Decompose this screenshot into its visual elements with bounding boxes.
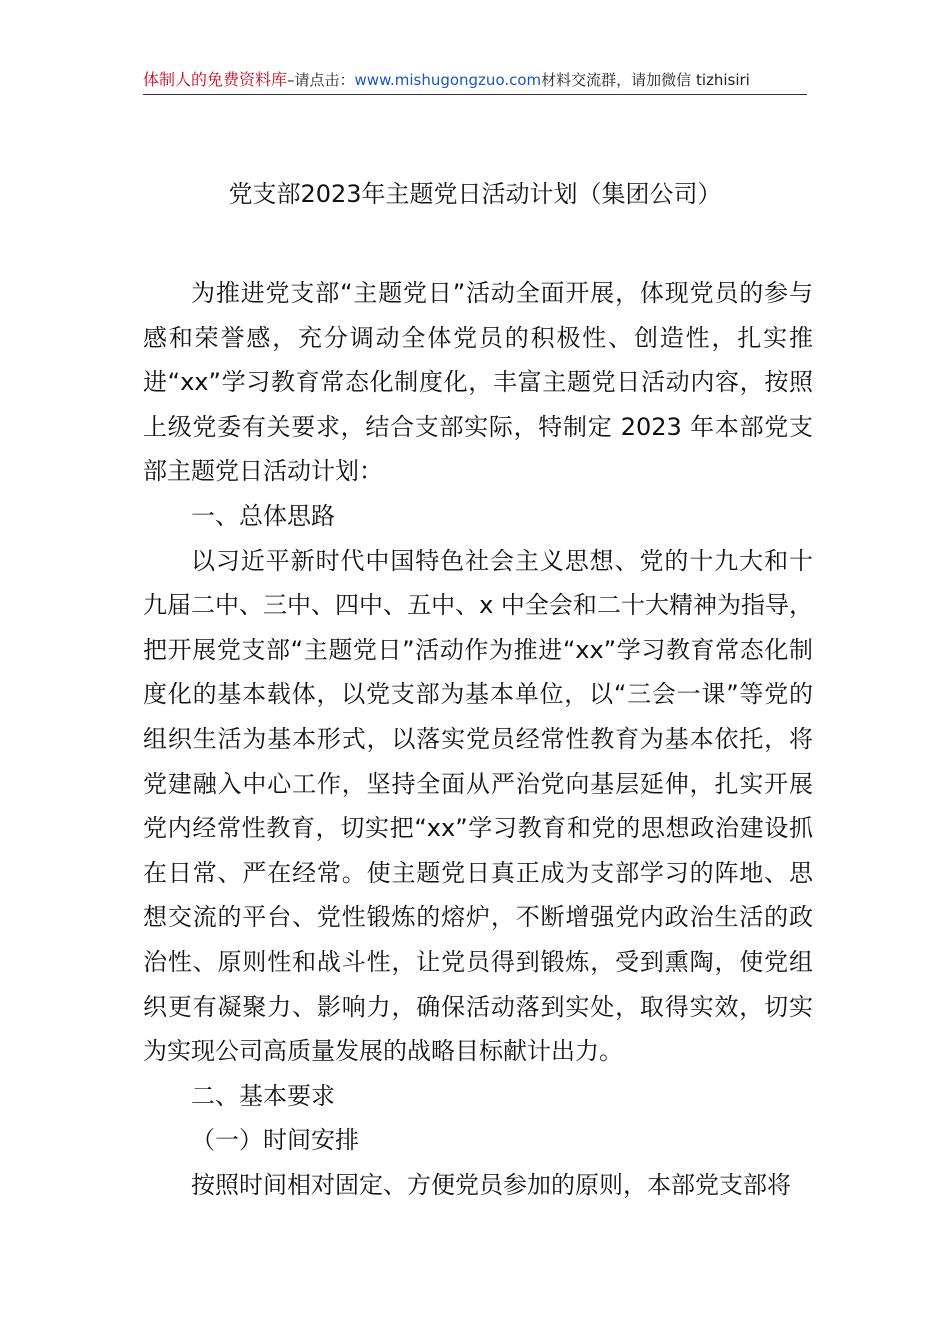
library-name: 体制人的免费资料库: [143, 70, 288, 89]
click-prompt: –请点击：: [287, 71, 355, 89]
page-header: [143, 68, 807, 95]
section-heading-2: 二、基本要求: [191, 1081, 335, 1110]
contact-info: 材料交流群，请加微信 tizhisiri: [541, 71, 750, 89]
subsection-heading-1: （一）时间安排: [191, 1126, 359, 1155]
document-body: [143, 271, 813, 1207]
document-title: 党支部2023年主题党日活动计划（集团公司）: [228, 180, 722, 208]
subsection-1-paragraph: 按照时间相对固定、方便党员参加的原则，本部党支部将: [191, 1170, 791, 1199]
section-1-paragraph: 以习近平新时代中国特色社会主义思想、党的十九大和十九届二中、三中、四中、五中、x 中全会和二十大精神为指导，把开展党支部“主题党日”活动作为推进“xx”学习教育常态化制度化的基本载体，以党支部为基本单位，以“三会一课”等党的组织生活为基本形式，以落实党员经常性教育为基本依托，将党建融入中心工作，坚持全面从严治党向基层延伸，扎实开展党内经常性教育，切实把“xx”学习教育和党的思想政治建设抓在日常、严在经常。使主题党日真正成为支部学习的阵地、思想交流的平台、党性锻炼的熔炉，不断增强党内政治生活的政治性、原则性和战斗性，让党员得到锻炼，受到熏陶，使党组织更有凝聚力、影响力，确保活动落到实处，取得实效，切实为实现公司高质量发展的战略目标献计出力。: [143, 546, 813, 1066]
section-heading-1: 一、总体思路: [191, 501, 335, 530]
website-link[interactable]: www.mishugongzuo.com: [354, 71, 542, 89]
intro-paragraph: 为推进党支部“主题党日”活动全面开展，体现党员的参与感和荣誉感，充分调动全体党员的积极性、创造性，扎实推进“xx”学习教育常态化制度化，丰富主题党日活动内容，按照上级党委有关要求，结合支部实际，特制定 2023 年本部党支部主题党日活动计划：: [143, 279, 813, 486]
